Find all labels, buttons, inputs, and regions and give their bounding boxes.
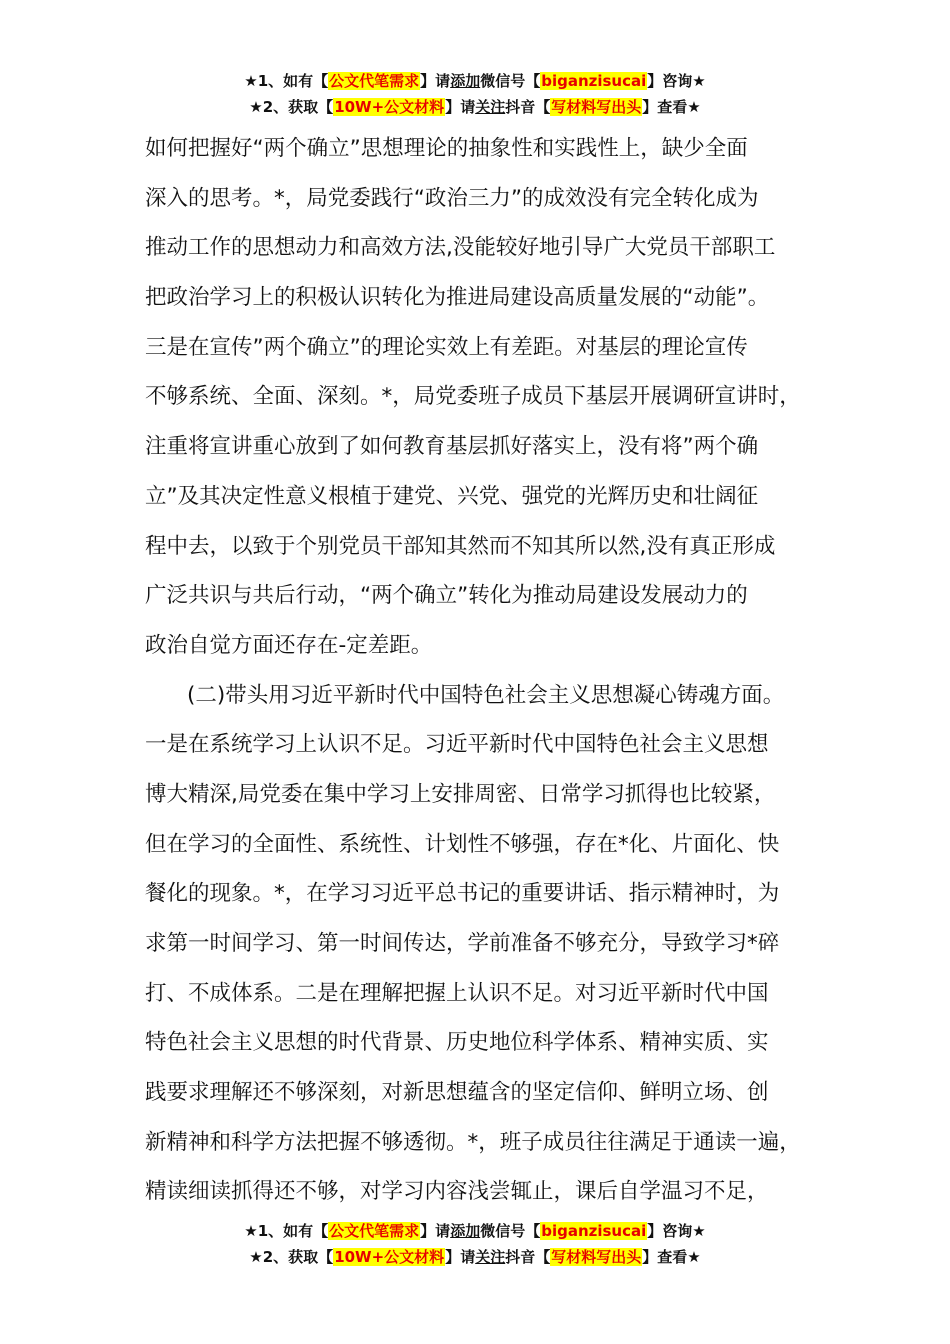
text-line: 如何把握好“两个确立”思想理论的抽象性和实践性上，缺少全面 <box>145 136 748 161</box>
header-banner <box>0 68 950 120</box>
banner-highlight: biganzisucai <box>541 1222 647 1240</box>
banner-underlined: 添加 <box>450 72 481 90</box>
text-line: 新精神和科学方法把握不够透彻。*，班子成员往往满足于通读一遍， <box>145 1129 801 1155</box>
banner-line-1 <box>0 1218 950 1244</box>
text-line: 精读细读抓得还不够，对学习内容浅尝辄止，课后自学温习不足， <box>145 1179 769 1205</box>
text-line: 一是在系统学习上认识不足。习近平新时代中国特色社会主义思想 <box>145 732 769 758</box>
text-line: 推动工作的思想动力和高效方法,没能较好地引导广大党员干部职工 <box>145 235 776 261</box>
banner-line-2 <box>0 94 950 120</box>
text-line: 深入的思考。*，局党委践行“政治三力”的成效没有完全转化成为 <box>145 185 759 211</box>
banner-text: 】请 <box>445 1248 476 1266</box>
text-line: 程中去，以致于个别党员干部知其然而不知其所以然,没有真正形成 <box>145 533 776 559</box>
banner-text: 抖音【 <box>505 98 551 116</box>
banner-text: 】查看★ <box>642 1248 701 1266</box>
banner-highlight: 10W+公文材料 <box>334 98 445 116</box>
text-line: 三是在宣传”两个确立”的理论实效上有差距。对基层的理论宣传 <box>145 334 748 360</box>
section-heading: (二)带头用习近平新时代中国特色社会主义思想凝心铸魂方面。 <box>187 682 785 708</box>
banner-text: ★1、如有【 <box>244 72 329 90</box>
text-line: 特色社会主义思想的时代背景、历史地位科学体系、精神实质、实 <box>145 1030 769 1056</box>
text-line: 求第一时间学习、第一时间传达，学前准备不够充分，导致学习*碎 <box>145 931 780 956</box>
banner-line-2 <box>0 1244 950 1270</box>
banner-underlined: 关注 <box>475 1248 506 1266</box>
text-line: 立”及其决定性意义根植于建党、兴党、强党的光辉历史和壮阔征 <box>145 483 759 509</box>
banner-highlight: 写材料写出头 <box>551 98 642 116</box>
text-line: 打、不成体系。二是在理解把握上认识不足。对习近平新时代中国 <box>145 980 769 1006</box>
text-line: 政治自觉方面还存在-定差距。 <box>145 632 433 658</box>
banner-line-1 <box>0 68 950 94</box>
banner-text: 】查看★ <box>642 98 701 116</box>
banner-text: ★1、如有【 <box>244 1222 329 1240</box>
text-line: 不够系统、全面、深刻。*，局党委班子成员下基层开展调研宣讲时， <box>145 384 801 410</box>
banner-highlight: biganzisucai <box>541 72 647 90</box>
banner-text: 微信号【 <box>480 72 541 90</box>
text-line: 践要求理解还不够深刻，对新思想蕴含的坚定信仰、鲜明立场、创 <box>145 1080 769 1106</box>
banner-text: 抖音【 <box>505 1248 551 1266</box>
text-line: 博大精深,局党委在集中学习上安排周密、日常学习抓得也比较紧， <box>145 781 776 807</box>
banner-highlight: 写材料写出头 <box>551 1248 642 1266</box>
banner-underlined: 关注 <box>475 98 506 116</box>
banner-text: 】请 <box>420 1222 451 1240</box>
banner-text: ★2、获取【 <box>249 1248 334 1266</box>
text-line: 把政治学习上的积极认识转化为推进局建设高质量发展的“动能”。 <box>145 285 770 311</box>
banner-text: 】请 <box>420 72 451 90</box>
footer-banner <box>0 1218 950 1270</box>
banner-text: 】咨询★ <box>647 1222 706 1240</box>
text-line: 广泛共识与共后行动，“两个确立”转化为推动局建设发展动力的 <box>145 583 748 609</box>
text-line: 餐化的现象。*，在学习习近平总书记的重要讲话、指示精神时，为 <box>145 881 780 907</box>
banner-highlight: 10W+公文材料 <box>334 1248 445 1266</box>
text-line: 注重将宣讲重心放到了如何教育基层抓好落实上，没有将”两个确 <box>145 434 759 460</box>
text-line: 但在学习的全面性、系统性、计划性不够强，存在*化、片面化、快 <box>145 831 780 857</box>
document-body <box>145 124 835 1217</box>
banner-highlight: 公文代笔需求 <box>329 1222 420 1240</box>
banner-text: ★2、获取【 <box>249 98 334 116</box>
banner-underlined: 添加 <box>450 1222 481 1240</box>
banner-text: 】咨询★ <box>647 72 706 90</box>
banner-text: 】请 <box>445 98 476 116</box>
banner-text: 微信号【 <box>480 1222 541 1240</box>
banner-highlight: 公文代笔需求 <box>329 72 420 90</box>
